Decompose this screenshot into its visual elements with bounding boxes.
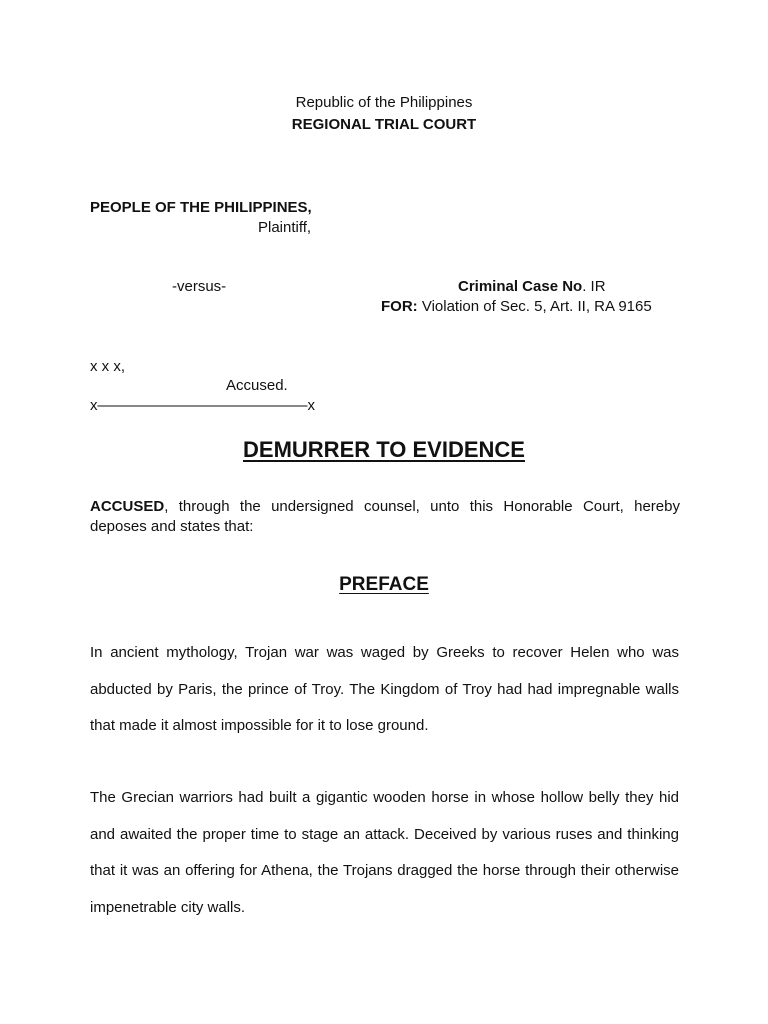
accused-name: x x x,: [90, 358, 126, 375]
body-paragraph: In ancient mythology, Trojan war was waged by Greeks to recover Helen who was abducted by Paris, the prince of Troy. The Kingdom of Troy had had impregnable walls that made it almost impossible for it to lose ground.: [90, 644, 679, 734]
intro-paragraph: [90, 497, 680, 537]
plaintiff-name: PEOPLE OF THE PHILIPPINES,: [90, 199, 312, 216]
accused-role: Accused.: [226, 377, 288, 394]
charge-text: Violation of Sec. 5, Art. II, RA 9165: [417, 298, 652, 315]
intro-text: , through the undersigned counsel, unto this Honorable Court, hereby deposes and states that:: [90, 498, 680, 535]
versus-label: -versus-: [172, 278, 227, 295]
body-paragraph: The Grecian warriors had built a gigantic wooden horse in whose hollow belly they hid and awaited the proper time to stage an attack. Deceived by various ruses and thinking that it was an offering for Athena, the Trojans dragged the horse through their otherwise impenetrable city walls.: [90, 789, 679, 916]
caption-separator: x——————————————x: [90, 397, 315, 414]
charge-line: [381, 298, 652, 315]
plaintiff-role: Plaintiff,: [258, 219, 312, 236]
court-heading: REGIONAL TRIAL COURT: [291, 116, 477, 133]
case-number-value: . IR: [582, 278, 606, 295]
case-number-label: Criminal Case No: [458, 278, 583, 295]
republic-heading: Republic of the Philippines: [295, 94, 473, 111]
intro-lead: ACCUSED: [90, 498, 165, 515]
section-title-preface: PREFACE: [339, 574, 429, 595]
case-number-line: [458, 278, 606, 295]
charge-label: FOR:: [381, 298, 418, 315]
document-title: DEMURRER TO EVIDENCE: [243, 437, 525, 462]
